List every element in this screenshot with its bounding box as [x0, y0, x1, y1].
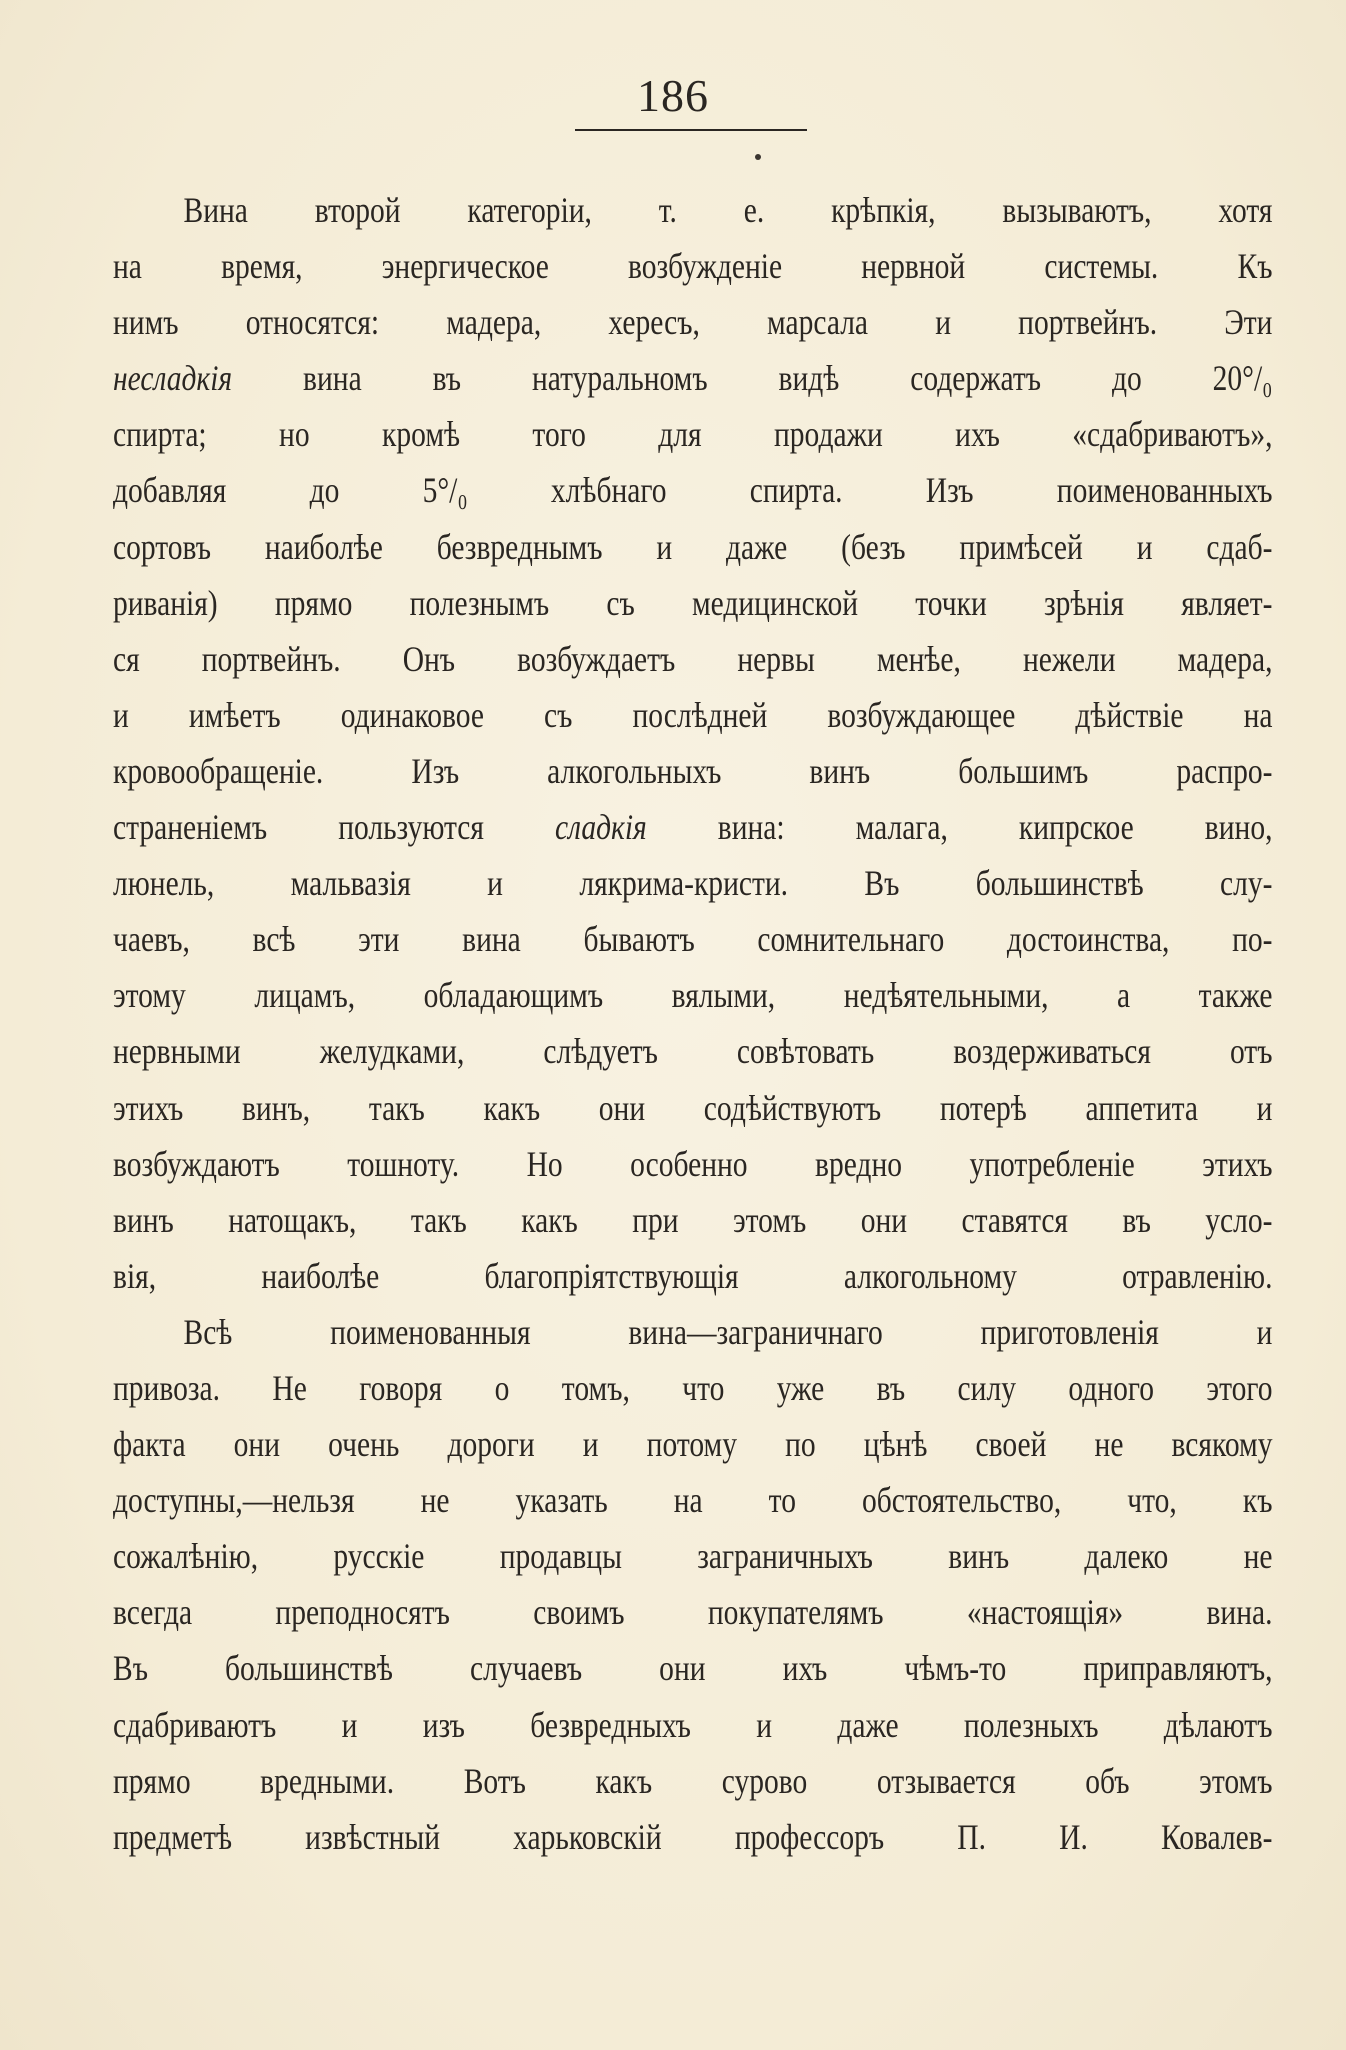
- text-line: предметѣ извѣстный харьковскій профессоръ П. И. Ковалев-: [113, 1816, 1273, 1857]
- text-line: прямо вредными. Вотъ какъ сурово отзывается объ этомъ: [113, 1760, 1273, 1801]
- text-segment: вина: малага, кипрское вино,: [646, 807, 1273, 848]
- text-line: кровообращеніе. Изъ алкогольныхъ винъ большимъ распро-: [113, 750, 1273, 791]
- text-line: на время, энергическое возбужденіе нервной системы. Къ: [113, 246, 1273, 287]
- text-line: ся портвейнъ. Онъ возбуждаетъ нервы менѣе, нежели мадера,: [113, 638, 1273, 679]
- body-text: [113, 182, 1273, 1865]
- text-line: люнель, мальвазія и лякрима-кристи. Въ большинствѣ слу-: [113, 863, 1273, 904]
- text-line: всегда преподносятъ своимъ покупателямъ «настоящія» вина.: [113, 1592, 1273, 1633]
- text-line: винъ натощакъ, такъ какъ при этомъ они ставятся въ усло-: [113, 1199, 1273, 1240]
- text-line: [113, 799, 1272, 855]
- text-line: факта они очень дороги и потому по цѣнѣ своей не всякому: [113, 1424, 1273, 1465]
- text-line: риванія) прямо полезнымъ съ медицинской точки зрѣнія являет-: [113, 582, 1273, 623]
- text-line: [113, 350, 1272, 406]
- text-line: чаевъ, всѣ эти вина бываютъ сомнительнаго достоинства, по-: [113, 919, 1273, 960]
- text-line: спирта; но кромѣ того для продажи ихъ «сдабриваютъ»,: [113, 414, 1273, 455]
- header-rule: [575, 129, 807, 131]
- text-line: этихъ винъ, такъ какъ они содѣйствуютъ потерѣ аппетита и: [113, 1087, 1273, 1128]
- text-line: нимъ относятся: мадера, хересъ, марсала и портвейнъ. Эти: [113, 302, 1273, 343]
- print-speck: [755, 154, 761, 160]
- text-line: сортовъ наиболѣе безвреднымъ и даже (безъ примѣсей и сдаб-: [113, 526, 1273, 567]
- text-line: добавляя до 5°/₀ хлѣбнаго спирта. Изъ поименованныхъ: [113, 470, 1273, 511]
- text-line: привоза. Не говоря о томъ, что уже въ силу одного этого: [113, 1367, 1273, 1408]
- text-line: сдабриваютъ и изъ безвредныхъ и даже полезныхъ дѣлаютъ: [113, 1704, 1273, 1745]
- text-line: Въ большинствѣ случаевъ они ихъ чѣмъ-то приправляютъ,: [113, 1648, 1273, 1689]
- text-line: Вина второй категоріи, т. е. крѣпкія, вызываютъ, хотя: [183, 190, 1273, 230]
- text-line: и имѣетъ одинаковое съ послѣдней возбуждающее дѣйствіе на: [113, 694, 1273, 735]
- text-line: доступны,—нельзя не указать на то обстоятельство, что, къ: [113, 1480, 1273, 1521]
- text-segment: страненіемъ пользуются: [113, 807, 555, 848]
- italic-word: несладкія: [113, 358, 233, 399]
- page-number: 186: [637, 70, 709, 121]
- text-line: сожалѣнію, русскіе продавцы заграничныхъ винъ далеко не: [113, 1536, 1273, 1577]
- text-segment: вина въ натуральномъ видѣ содержатъ до 20°/₀: [232, 358, 1273, 399]
- italic-word: сладкія: [554, 807, 647, 848]
- text-line: вія, наиболѣе благопріятствующія алкогольному отравленію.: [113, 1255, 1273, 1296]
- text-line: нервными желудками, слѣдуетъ совѣтовать воздерживаться отъ: [113, 1031, 1273, 1072]
- text-line: Всѣ поименованныя вина—заграничнаго приготовленія и: [183, 1311, 1273, 1352]
- text-line: этому лицамъ, обладающимъ вялыми, недѣятельными, а также: [113, 975, 1273, 1016]
- text-line: возбуждаютъ тошноту. Но особенно вредно употребленіе этихъ: [113, 1143, 1273, 1184]
